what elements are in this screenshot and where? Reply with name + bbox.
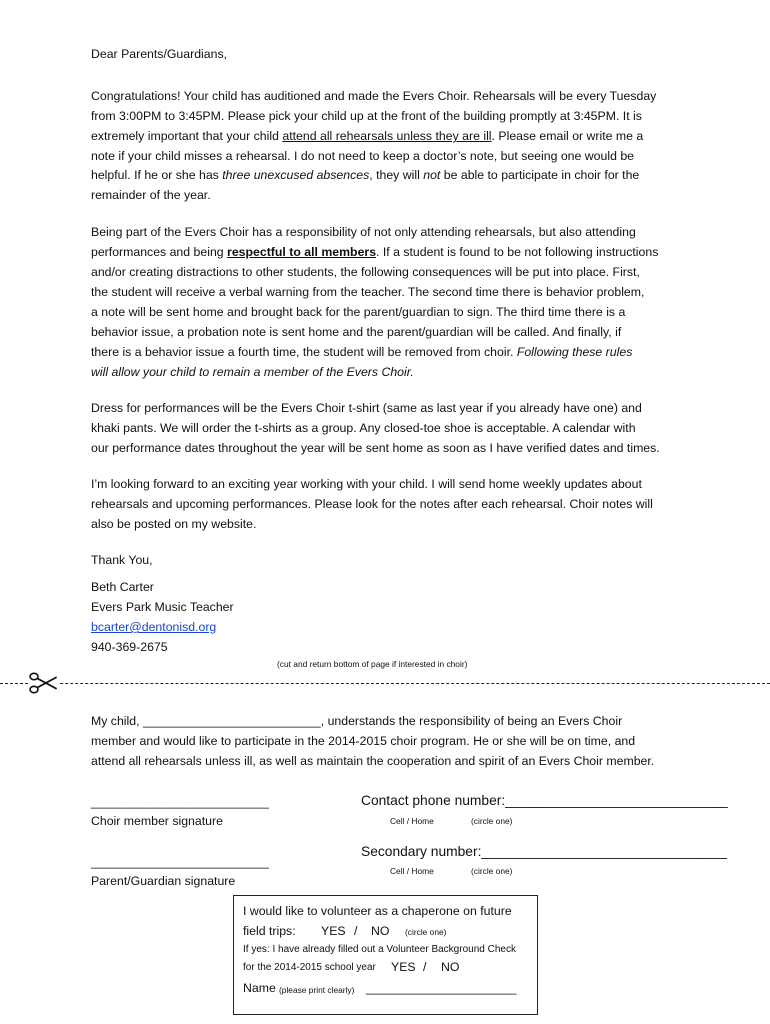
p1-text: , they will bbox=[369, 168, 424, 182]
p1-text: helpful. If he or she has bbox=[91, 168, 223, 182]
background-check-question: If yes: I have already filled out a Volunteer Background Check bbox=[243, 944, 516, 955]
p4-line: rehearsals and upcoming performances. Please look for the notes after each rehearsal. Choir notes will bbox=[91, 497, 653, 511]
parent-signature-line[interactable]: __________________________ bbox=[91, 855, 269, 869]
cell-home-option[interactable]: Cell / Home bbox=[390, 816, 434, 826]
p2-text: performances and being bbox=[91, 245, 228, 259]
p2-text: . If a student is found to be not following instructions bbox=[376, 245, 659, 259]
p2-line: and/or creating distractions to other students, the following consequences will be put into place. First, bbox=[91, 265, 640, 279]
attendance-emphasis: attend all rehearsals unless they are ill bbox=[282, 129, 492, 143]
contact-phone-field[interactable]: Contact phone number:_____________________________ bbox=[361, 793, 728, 808]
p3-line: khaki pants. We will order the t-shirts as a group. Any closed-toe shoe is acceptable. A calendar with bbox=[91, 421, 636, 435]
closing: Thank You, bbox=[91, 553, 153, 567]
p1-line bbox=[91, 129, 643, 144]
name-field[interactable]: ______________________ bbox=[366, 981, 517, 995]
name-label: Name bbox=[243, 981, 276, 995]
p2-line: a note will be sent home and brought back for the parent/guardian to sign. The third time there is a bbox=[91, 305, 626, 319]
salutation: Dear Parents/Guardians, bbox=[91, 47, 228, 61]
p4-line: also be posted on my website. bbox=[91, 517, 257, 531]
p1-text: . Please email or write me a bbox=[491, 129, 644, 143]
circle-one-hint: (circle one) bbox=[405, 927, 447, 937]
p2-line: Being part of the Evers Choir has a responsibility of not only attending rehearsals, but also attending bbox=[91, 225, 636, 239]
p2-line bbox=[91, 245, 658, 260]
field-trips-no-option[interactable]: NO bbox=[371, 924, 390, 938]
absences-emphasis: three unexcused absences bbox=[222, 168, 370, 182]
p2-line bbox=[91, 345, 632, 360]
scissors-icon bbox=[28, 671, 58, 695]
respect-emphasis: respectful to all members bbox=[227, 245, 377, 259]
email-link[interactable]: bcarter@dentonisd.org bbox=[91, 620, 217, 634]
circle-one-hint: (circle one) bbox=[471, 816, 513, 826]
p1-line: remainder of the year. bbox=[91, 188, 211, 202]
field-trips-label: field trips: bbox=[243, 924, 296, 938]
choir-signature-line[interactable]: __________________________ bbox=[91, 795, 269, 809]
p2-line: the student will receive a verbal warning from the teacher. The second time there is behavior problem, bbox=[91, 285, 645, 299]
secondary-number-field[interactable]: Secondary number:________________________________ bbox=[361, 844, 727, 859]
choir-signature-label: Choir member signature bbox=[91, 814, 223, 828]
cut-line bbox=[0, 683, 770, 684]
cell-home-option[interactable]: Cell / Home bbox=[390, 866, 434, 876]
p2-text: there is a behavior issue a fourth time, the student will be removed from choir. bbox=[91, 345, 517, 359]
p1-text: extremely important that your child bbox=[91, 129, 283, 143]
p1-line: Congratulations! Your child has auditioned and made the Evers Choir. Rehearsals will be every Tuesday bbox=[91, 89, 657, 103]
p1-line: from 3:00PM to 3:45PM. Please pick your child up at the front of the building promptly at 3:45PM. It is bbox=[91, 109, 642, 123]
p1-line: note if your child misses a rehearsal. I do not need to keep a doctor’s note, but seeing one would be bbox=[91, 149, 635, 163]
background-check-no-option[interactable]: NO bbox=[441, 960, 460, 974]
field-trips-yes-option[interactable]: YES bbox=[321, 924, 346, 938]
p1-text: be able to participate in choir for the bbox=[440, 168, 640, 182]
option-separator: / bbox=[354, 924, 358, 938]
cut-note: (cut and return bottom of page if interested in choir) bbox=[277, 659, 468, 669]
p3-line: Dress for performances will be the Evers Choir t-shirt (same as last year if you already have one) and bbox=[91, 401, 642, 415]
p2-line: behavior issue, a probation note is sent home and the parent/guardian will be called. And finally, if bbox=[91, 325, 622, 339]
p1-line bbox=[91, 168, 639, 183]
phone-number: 940-369-2675 bbox=[91, 640, 168, 654]
background-check-yes-option[interactable]: YES bbox=[391, 960, 416, 974]
rules-emphasis: Following these rules bbox=[516, 345, 633, 359]
not-emphasis: not bbox=[423, 168, 441, 182]
option-separator: / bbox=[423, 960, 427, 974]
signer-title: Evers Park Music Teacher bbox=[91, 600, 234, 614]
form-line: My child, __________________________, understands the responsibility of being an Evers Choir bbox=[91, 714, 623, 728]
form-line: attend all rehearsals unless ill, as well as maintain the cooperation and spirit of an Evers Choir member. bbox=[91, 754, 655, 768]
p4-line: I’m looking forward to an exciting year working with your child. I will send home weekly updates about bbox=[91, 477, 642, 491]
form-line: member and would like to participate in the 2014-2015 choir program. He or she will be on time, and bbox=[91, 734, 636, 748]
volunteer-question: I would like to volunteer as a chaperone on future bbox=[243, 904, 512, 918]
p2-line: will allow your child to remain a member of the Evers Choir. bbox=[91, 365, 414, 379]
signer-name: Beth Carter bbox=[91, 580, 154, 594]
parent-signature-label: Parent/Guardian signature bbox=[91, 874, 236, 888]
circle-one-hint: (circle one) bbox=[471, 866, 513, 876]
school-year-label: for the 2014-2015 school year bbox=[243, 962, 376, 973]
name-hint: (please print clearly) bbox=[279, 985, 355, 995]
p3-line: our performance dates throughout the year will be sent home as soon as I have verified dates and times. bbox=[91, 441, 660, 455]
